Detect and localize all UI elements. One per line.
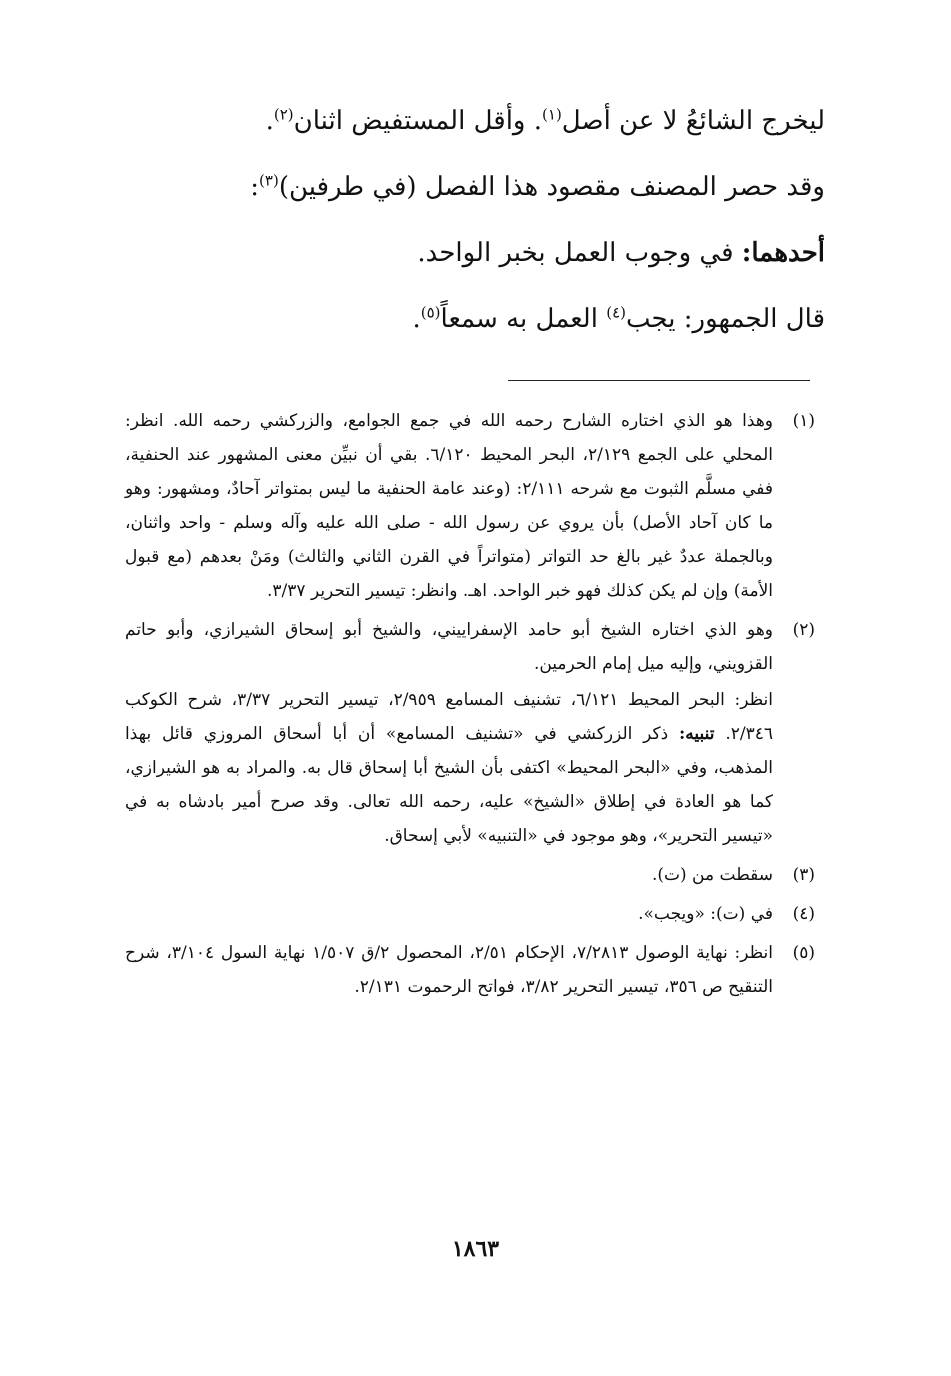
page-number: ١٨٦٣ (451, 1236, 500, 1262)
main-line-3-lead: أحدهما: (741, 238, 825, 268)
footnote-number: (٢) (792, 620, 815, 640)
footnotes (125, 404, 815, 1009)
tanbih-label: تنبيه: (679, 724, 715, 744)
main-line-1-a: ليخرج الشائعُ لا عن أصل (561, 106, 825, 136)
footnote-number: (٥) (792, 943, 815, 963)
tanbih-text: ذكر الزركشي في «تشنيف المسامع» أن أبا أسحاق المروزي قائل بهذا المذهب، وفي «البحر المحيط» اكتفى بأن الشيخ أبا إسحاق قال به. والمراد به هو الشيرازي، كما هو العادة في إطلاق «الشيخ» عليه، رحمه الله تعالى. وقد صرح أمير بادشاه به في «تيسير التحرير»، وهو موجود في «التنبيه» لأبي إسحاق. (125, 724, 773, 846)
main-line-3-rest: في وجوب العمل بخبر الواحد. (417, 238, 742, 268)
main-text (125, 96, 825, 360)
footnote-ref-2[interactable]: (٢) (273, 105, 294, 124)
footnote-body (125, 897, 773, 931)
footnote-body (125, 936, 773, 1004)
footnote-text: في (ت): «ويجب». (638, 904, 773, 924)
main-line-1-b: . وأقل المستفيض اثنان (293, 106, 543, 136)
main-line-4-c: . (412, 304, 421, 334)
main-line-1 (125, 96, 825, 162)
footnote-text: وهذا هو الذي اختاره الشارح رحمه الله في جمع الجوامع، والزركشي رحمه الله. انظر: المحلي على الجمع ٢/١٢٩، البحر المحيط ٦/١٢٠. بقي أن نبيِّن معنى المشهور عند الحنفية، ففي مسلَّم الثبوت مع شرحه ٢/١١١: (وعند عامة الحنفية ما ليس بمتواتر آحادٌ، ومشهور: وهو ما كان آحاد الأصل) بأن يروي عن رسول الله - صلى الله عليه وآله وسلم - واحد واثنان، وبالجملة عددٌ غير بالغ حد التواتر (متواتراً في القرن الثاني والثالث) ومَنْ بعدهم (مع قبول الأمة) وإن لم يكن كذلك فهو خبر الواحد. اهـ. وانظر: تيسير التحرير ٣/٣٧. (125, 411, 773, 601)
footnote-text: سقطت من (ت). (651, 865, 773, 885)
footnote-number: (٣) (792, 865, 815, 885)
footnote-1 (125, 404, 815, 608)
footnote-ref-5[interactable]: (٥) (420, 303, 441, 322)
footnote-body (125, 613, 773, 853)
main-line-2 (125, 162, 825, 228)
footnote-ref-3[interactable]: (٣) (259, 171, 279, 190)
footnote-4 (125, 897, 815, 931)
main-line-3 (125, 228, 825, 294)
footnote-text-continued (125, 683, 773, 853)
footnote-body (125, 404, 773, 608)
main-line-4-b: العمل به سمعاً (440, 304, 607, 334)
footnote-ref-4[interactable]: (٤) (606, 303, 626, 322)
footnote-number: (٤) (792, 904, 815, 924)
footnote-number: (١) (792, 411, 815, 431)
main-line-2-a: وقد حصر المصنف مقصود هذا الفصل (في طرفين) (278, 172, 825, 202)
main-line-2-b: : (250, 172, 260, 202)
footnote-body (125, 858, 773, 892)
footnote-3 (125, 858, 815, 892)
footnote-5 (125, 936, 815, 1004)
main-line-1-c: . (265, 106, 274, 136)
footnote-separator (508, 380, 810, 381)
footnote-text: وهو الذي اختاره الشيخ أبو حامد الإسفراييني، والشيخ أبو إسحاق الشيرازي، وأبو حاتم القزويني، وإليه ميل إمام الحرمين. (125, 620, 773, 674)
footnote-2 (125, 613, 815, 853)
main-line-4-a: قال الجمهور: يجب (625, 304, 825, 334)
main-line-4 (125, 294, 825, 360)
footnote-text: انظر: نهاية الوصول ٧/٢٨١٣، الإحكام ٢/٥١، المحصول ٢/ق ١/٥٠٧ نهاية السول ٣/١٠٤، شرح التنقيح ص ٣٥٦، تيسير التحرير ٣/٨٢، فواتح الرحموت ٢/١٣١. (125, 943, 773, 997)
footnote-ref-1[interactable]: (١) (542, 105, 562, 124)
footnote-references: انظر: البحر المحيط ٦/١٢١، تشنيف المسامع ٢/٩٥٩، تيسير التحرير ٣/٣٧، شرح الكوكب ٢/٣٤٦. (125, 690, 774, 744)
